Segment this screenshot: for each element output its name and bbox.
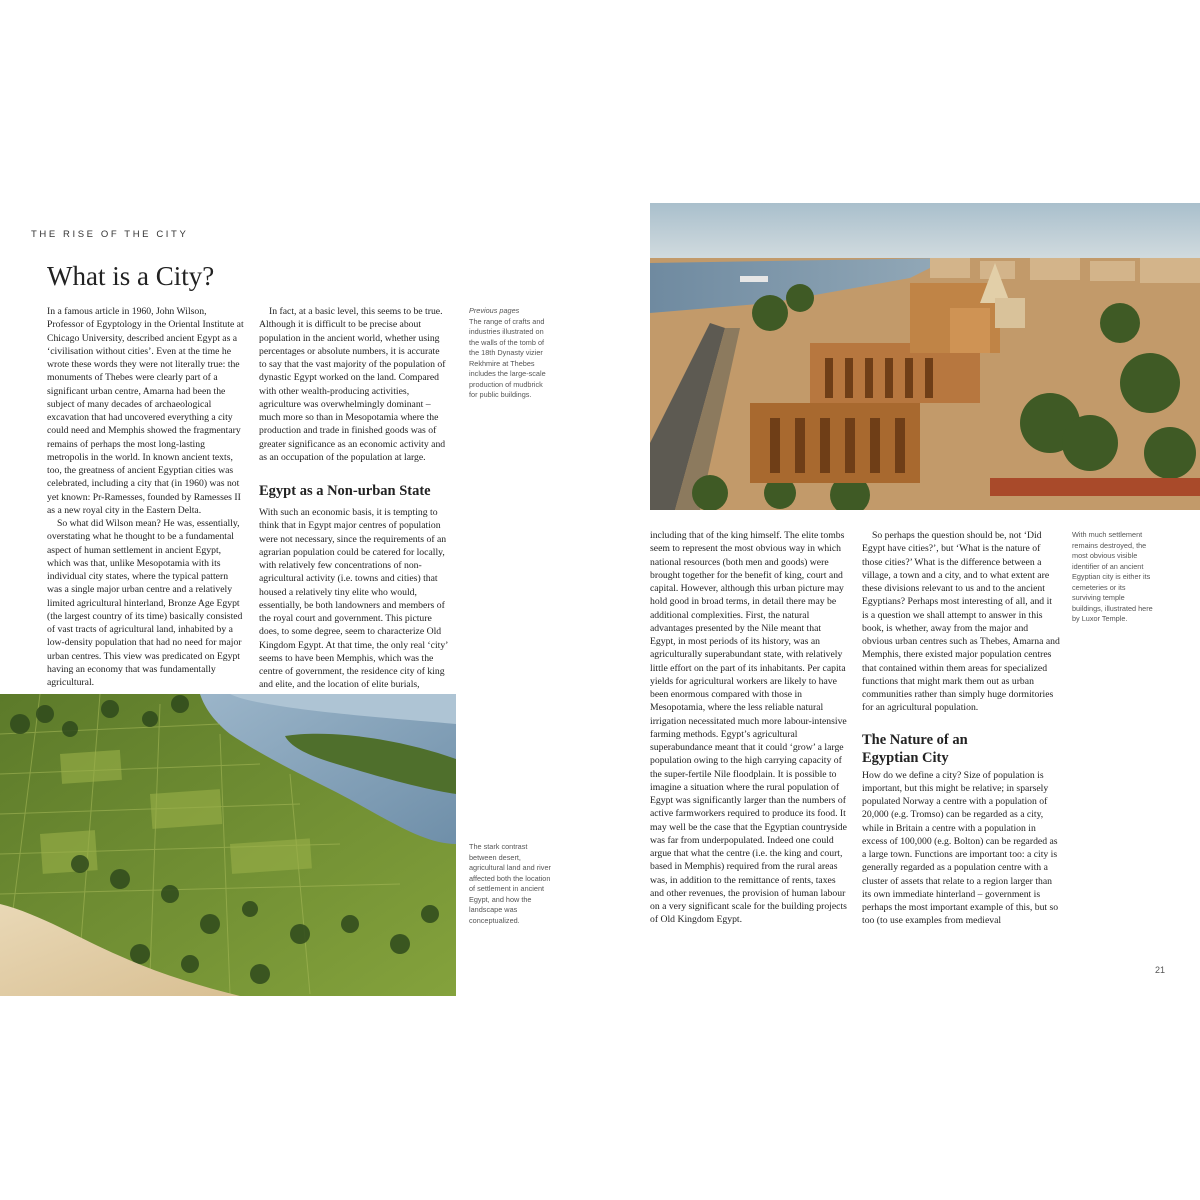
paragraph: So perhaps the question should be, not ‘Did Egypt have cities?’, but ‘What is the nature of those cities?’ What is the difference between a village, a town and a city, and to what extent are these divisions relevant to us and to the ancient Egyptians? Perhaps most interesting of all, and it is a question we shall attempt to answer in this book, is whether, away from the major and obvious urban centres such as Thebes, Amarna and Memphis, there existed major population centres that contained within them areas for specialized functions that might mark them out as urban communities rather than simply huge dormitories for an agricultural population. — [862, 530, 1060, 714]
paragraph: including that of the king himself. The elite tombs seem to represent the most obvious way in which national resources (both men and goods) were brought together for the benefit of king, court and capital. However, although this urban picture may hold good in broad terms, in detail there may be additional complexities. First, the natural advantages presented by the Nile meant that Egypt, in most periods of its history, was an agriculturally superabundant state, with relatively little effort on the part of its inhabitants. Per capita yields for agricultural workers are likely to have been enormous compared with those in Mesopotamia, where the less reliable natural irrigation necessitated much more labour-intensive farming methods. Egypt’s agricultural superabundance meant that it could ‘grow’ a large population owing to the high carrying capacity of the super-fertile Nile floodplain. It is possible to imagine a situation where the rural population of Egypt was significantly larger than the numbers of active farmworkers required to produce its food. It may well be the case that the Egyptian countryside was far from underpopulated. Indeed one could argue that what the centre (i.e. the king and court, based in Memphis) required from the rural areas was, in addition to the remittance of rents, taxes and other revenues, the provision of human labour on a very significant scale for the building projects of Old Kingdom Egypt. — [650, 530, 847, 926]
text-column-1 — [47, 305, 245, 689]
paragraph: In a famous article in 1960, John Wilson, Professor of Egyptology in the Oriental Institute at Chicago University, described ancient Egypt as a ‘civilisation without cities’. Even at the time he wrote these words they were not literally true: the monuments of Thebes were clearly part of a significant urban centre, Amarna had been the subject of many decades of archaeological excavation that had uncovered everything a city could need and Memphis showed the fragmentary remains of perhaps the most long-lasting metropolis in the world. In known ancient texts, too, the greatness of ancient Egyptian cities was celebrated, including a city that (in 1960) was not yet known: Pr-Ramesses, founded by Ramesses II as a new royal city in the Eastern Delta. — [47, 306, 244, 516]
chapter-title: What is a City? — [47, 261, 215, 291]
paragraph: In fact, at a basic level, this seems to be true. Although it is difficult to be precise about population in the ancient world, whether using percentages or absolute numbers, it is accurate to say that the vast majority of the population of dynastic Egypt worked on the land. Compared with other wealth-producing activities, agriculture was overwhelmingly dominant – much more so than in Mesopotamia where the production and trade in finished goods was of greater significance as an economic activity and as an occupation of the population at large. — [259, 306, 446, 463]
text-column-3 — [650, 529, 848, 927]
caption-lead: Previous pages — [469, 306, 520, 315]
paragraph: With such an economic basis, it is tempting to think that in Egypt major centres of population were not necessary, since the requirements of an agrarian population could be catered for locally, with relatively few concentrations of non-agricultural activity (i.e. towns and cities) that housed a relatively tiny elite who would, essentially, be both landowners and members of the royal court and government. This picture does, to some degree, seem to characterize Old Kingdom Egypt. At that time, the only real ‘city’ seems to have been Memphis, which was the centre of government, the residence city of king and elite, and the location of elite burials, — [259, 507, 448, 691]
nile-landscape-photo — [0, 694, 456, 996]
text-column-4 — [862, 529, 1060, 928]
page-number: 21 — [1155, 965, 1166, 975]
caption-text: The range of crafts and industries illustrated on the walls of the tomb of the 18th Dynasty vizier Rekhmire at Thebes includes the large-scale production of mudbrick for public buildings. — [469, 316, 546, 399]
paragraph: How do we define a city? Size of population is important, but this might be relative; in sparsely populated Norway a centre with a population of 20,000 (e.g. Tromso) can be regarded as a city, while in Britain a centre with a population in excess of 100,000 (e.g. Bolton) can be regarded as a large town. Functions are important too: a city is generally regarded as a population centre with a cluster of assets that relate to a region larger than its own immediate hinterland – government is perhaps the most important example of this, but so too (to use examples from medieval — [862, 769, 1059, 927]
photo-caption-luxor: With much settlement remains destroyed, the most obvious visible identifier of an ancient Egyptian city is either its cemeteries or its surviving temple buildings, illustrated here by Luxor Temple. — [1072, 530, 1153, 623]
luxor-temple-photo — [650, 203, 1200, 510]
section-heading: The Nature of an Egyptian City — [862, 731, 968, 766]
section-heading: Egypt as a Non-urban State — [259, 483, 431, 499]
photo-caption-landscape: The stark contrast between desert, agricultural land and river affected both the location of settlement in ancient Egypt, and how the landscape was conceptualized. — [469, 842, 551, 925]
paragraph: So what did Wilson mean? He was, essentially, overstating what he thought to be a fundamental aspect of human settlement in ancient Egypt, which was that, unlike Mesopotamia with its individual city states, where the typical pattern was a single major urban centre and a relatively limited agricultural hinterland, Bronze Age Egypt (the largest country of its time) basically consisted of vast tracts of agricultural land, inhabited by a low-density population that had no need for major urban centres. This view was predicated on Egypt having an economy that was fundamentally agricultural. — [47, 518, 243, 688]
photo-caption-previous-pages — [469, 306, 549, 401]
running-head: THE RISE OF THE CITY — [31, 229, 189, 240]
text-column-2 — [259, 305, 449, 692]
